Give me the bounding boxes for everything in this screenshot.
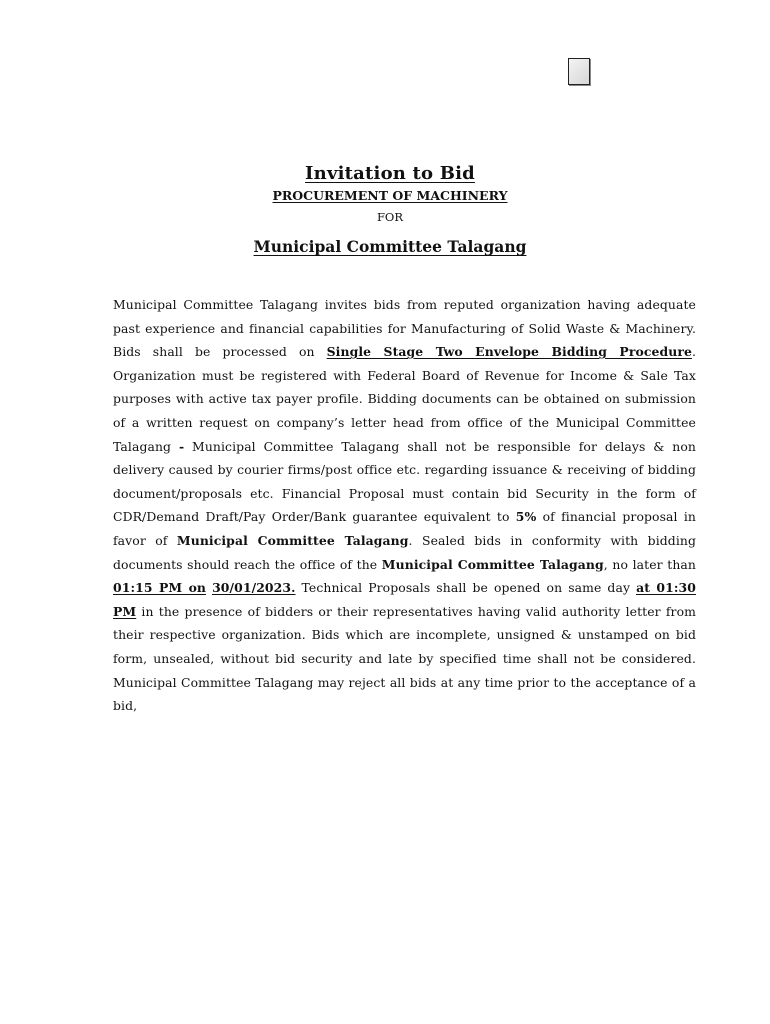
- document-title: Invitation to Bid: [305, 163, 475, 184]
- deadline-date: 30/01/2023.: [212, 580, 296, 596]
- bid-security-percent: 5%: [515, 509, 537, 525]
- deadline-time: 01:15 PM on: [113, 580, 207, 596]
- body-text-segment: , no later than: [603, 556, 696, 572]
- organization-name-bold: Municipal Committee Talagang: [176, 532, 409, 548]
- for-line: FOR: [376, 210, 404, 224]
- document-subtitle: PROCUREMENT OF MACHINERY: [272, 188, 508, 203]
- body-text-segment: Municipal Committee Talagang invites bids from reputed organization having adequate past experience and financial capabilities for Manufacturing of Solid Waste & Machinery. Bids shall be processed on: [113, 297, 696, 360]
- body-text-segment: Technical Proposals shall be opened on same day: [295, 580, 637, 596]
- body-text-segment: in the presence of bidders or their representatives having valid authority letter from their respective organization. Bids which are incomplete, unsigned & unstamped on bid form, unsealed, without bid security and late by specified time shall not be considered. Municipal Committee Talagang may reject all bids at any time prior to the acceptance of a bid,: [113, 603, 696, 714]
- organization-name-bold: Municipal Committee Talagang: [381, 556, 604, 572]
- corner-checkbox-icon: [568, 58, 590, 85]
- body-text-segment: of financial proposal in favor of: [113, 509, 696, 548]
- body-text-segment: . Sealed bids in conformity with bidding documents should reach the office of the: [113, 532, 696, 572]
- bid-notice-paragraph: [113, 293, 696, 718]
- body-text-segment: . Organization must be registered with Federal Board of Revenue for Income & Sale Tax purposes with active tax payer profile. Bidding documents can be obtained on submission of a written request on company’s letter head from office of the Municipal Committee Talagang: [113, 344, 696, 454]
- body-text-segment: Municipal Committee Talagang shall not be responsible for delays & non delivery caused by courier firms/post office etc. regarding issuance & receiving of bidding document/proposals etc. Financial Proposal must contain bid Security in the form of CDR/Demand Draft/Pay Order/Bank guarantee equivalent to: [113, 438, 697, 525]
- opening-time: at 01:30 PM: [113, 580, 696, 619]
- dash-separator: -: [178, 438, 185, 454]
- organization-heading: Municipal Committee Talagang: [253, 237, 527, 256]
- bidding-procedure: Single Stage Two Envelope Bidding Procedure: [326, 344, 692, 360]
